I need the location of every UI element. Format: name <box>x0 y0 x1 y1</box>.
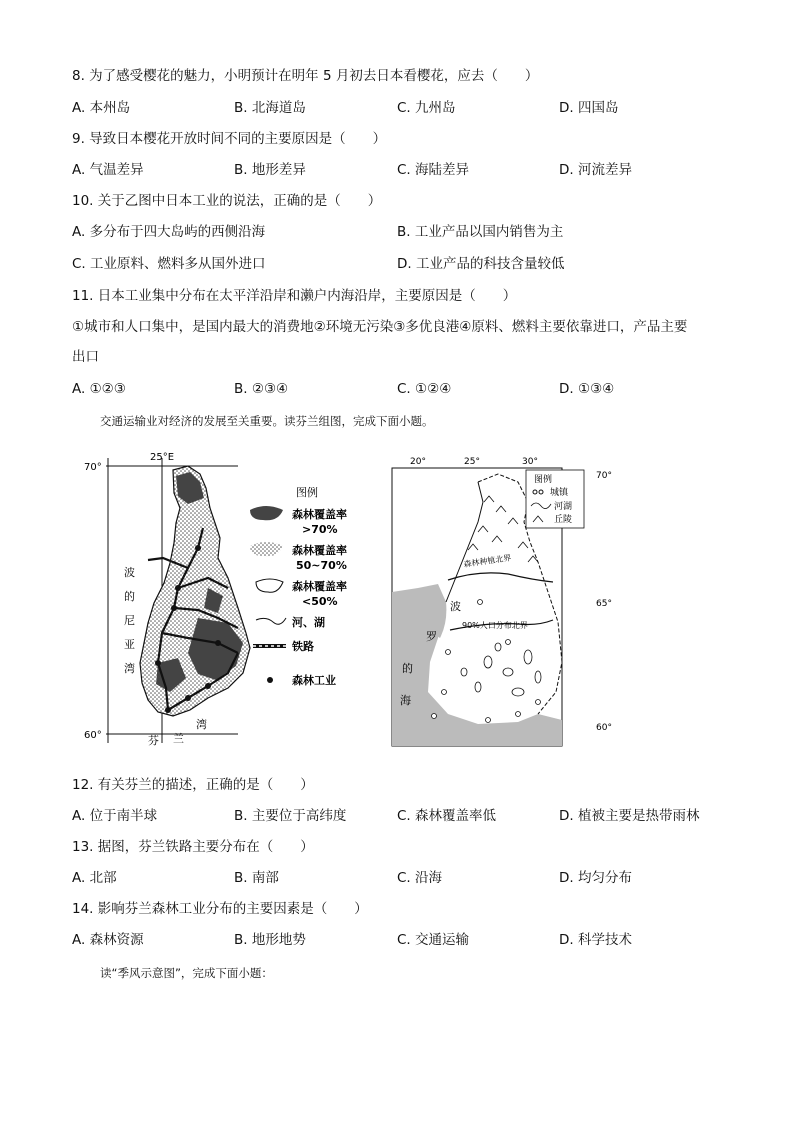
svg-text:河、湖: 河、湖 <box>292 616 325 629</box>
question-10-option-d: D. 工业产品的科技含量较低 <box>397 256 565 272</box>
question-11-option-a: A. ①②③ <box>72 381 126 397</box>
question-10-option-c: C. 工业原料、燃料多从国外进口 <box>72 256 266 272</box>
question-8-option-b: B. 北海道岛 <box>234 100 306 116</box>
legend-title: 图例 <box>534 475 553 485</box>
lat-70-label: 70° <box>596 471 612 481</box>
question-11-option-d: D. ①③④ <box>559 381 615 397</box>
question-14-option-d: D. 科学技术 <box>559 932 632 948</box>
question-14-stem: 14. 影响芬兰森林工业分布的主要因素是（ ） <box>72 901 368 917</box>
question-9-option-d: D. 河流差异 <box>559 162 632 178</box>
lat-60-label: 60° <box>596 723 612 733</box>
question-8-option-a: A. 本州岛 <box>72 100 131 116</box>
question-13-option-b: B. 南部 <box>234 870 279 886</box>
question-11-stem: 11. 日本工业集中分布在太平洋沿岸和濑户内海沿岸，主要原因是（ ） <box>72 288 517 304</box>
svg-text:森林工业: 森林工业 <box>292 674 336 687</box>
question-11-stem-line3: 出口 <box>72 349 99 365</box>
sea-char: 尼 <box>124 614 135 627</box>
question-14-option-c: C. 交通运输 <box>397 932 470 948</box>
legend-forest-industry-swatch <box>267 677 273 683</box>
svg-text:>70%: >70% <box>302 523 338 536</box>
lon-25-label: 25° <box>464 457 480 467</box>
question-11-stem-line2: ①城市和人口集中，是国内最大的消费地②环境无污染③多优良港④原料、燃料主要依靠进口，产品主要 <box>72 319 688 335</box>
legend-river-swatch <box>256 618 286 624</box>
question-12-option-d: D. 植被主要是热带雨林 <box>559 808 700 824</box>
question-14-option-b: B. 地形地势 <box>234 932 306 948</box>
sea-char: 的 <box>402 662 413 675</box>
sea-char: 罗 <box>426 630 437 643</box>
svg-text:森林覆盖率: 森林覆盖率 <box>292 580 347 593</box>
question-11-option-b: B. ②③④ <box>234 381 289 397</box>
sea-char: 的 <box>124 590 135 603</box>
question-9-option-a: A. 气温差异 <box>72 162 144 178</box>
legend-title: 图例 <box>296 486 318 499</box>
question-8-option-d: D. 四国岛 <box>559 100 619 116</box>
lon-30-label: 30° <box>522 457 538 467</box>
question-13-option-d: D. 均匀分布 <box>559 870 632 886</box>
finland-population-map <box>388 452 620 750</box>
lat-70-label: 70° <box>84 462 102 473</box>
question-13-option-a: A. 北部 <box>72 870 117 886</box>
question-9-stem: 9. 导致日本樱花开放时间不同的主要原因是（ ） <box>72 131 387 147</box>
lat-60-label: 60° <box>84 730 102 741</box>
svg-text:森林覆盖率: 森林覆盖率 <box>292 508 347 521</box>
finland-intro: 交通运输业对经济的发展至关重要。读芬兰组图，完成下面小题。 <box>100 414 434 428</box>
question-10-option-a: A. 多分布于四大岛屿的西侧沿海 <box>72 224 266 240</box>
gulf-char: 湾 <box>196 718 207 731</box>
question-12-stem: 12. 有关芬兰的描述，正确的是（ ） <box>72 777 314 793</box>
forest-planting-boundary-label: 森林种植北界 <box>463 553 512 569</box>
sea-char: 湾 <box>124 662 135 675</box>
question-9-option-b: B. 地形差异 <box>234 162 306 178</box>
gulf-char: 芬 <box>148 734 159 747</box>
finland-outline <box>140 466 250 716</box>
finland-forest-map <box>78 448 378 750</box>
legend-dense-forest-swatch <box>250 506 283 520</box>
sea-char: 亚 <box>124 638 135 651</box>
sea-char: 波 <box>124 566 135 579</box>
sea-char: 波 <box>450 600 461 613</box>
svg-text:森林覆盖率: 森林覆盖率 <box>292 544 347 557</box>
question-8-stem: 8. 为了感受樱花的魅力，小明预计在明年 5 月初去日本看樱花，应去（ ） <box>72 68 539 84</box>
svg-text:50~70%: 50~70% <box>296 559 347 572</box>
question-14-option-a: A. 森林资源 <box>72 932 144 948</box>
monsoon-intro: 读“季风示意图”，完成下面小题： <box>100 966 273 980</box>
legend-medium-forest-swatch <box>250 542 283 556</box>
svg-text:河湖: 河湖 <box>554 502 573 512</box>
question-12-option-a: A. 位于南半球 <box>72 808 158 824</box>
question-8-option-c: C. 九州岛 <box>397 100 456 116</box>
question-13-option-c: C. 沿海 <box>397 870 443 886</box>
legend-low-forest-swatch <box>256 579 283 592</box>
lon-25e-label: 25°E <box>150 452 175 463</box>
question-9-option-c: C. 海陆差异 <box>397 162 470 178</box>
question-10-option-b: B. 工业产品以国内销售为主 <box>397 224 564 240</box>
question-10-stem: 10. 关于乙图中日本工业的说法，正确的是（ ） <box>72 193 382 209</box>
svg-text:城镇: 城镇 <box>550 488 569 498</box>
sea-char: 海 <box>400 694 411 707</box>
svg-text:丘陵: 丘陵 <box>554 515 573 525</box>
question-11-option-c: C. ①②④ <box>397 381 452 397</box>
svg-text:<50%: <50% <box>302 595 338 608</box>
lat-65-label: 65° <box>596 599 612 609</box>
population-boundary-label: 90%人口分布北界 <box>462 621 528 630</box>
question-12-option-b: B. 主要位于高纬度 <box>234 808 347 824</box>
question-12-option-c: C. 森林覆盖率低 <box>397 808 497 824</box>
question-13-stem: 13. 据图，芬兰铁路主要分布在（ ） <box>72 839 314 855</box>
lon-20-label: 20° <box>410 457 426 467</box>
svg-text:铁路: 铁路 <box>292 640 314 653</box>
gulf-char: 兰 <box>173 732 184 745</box>
